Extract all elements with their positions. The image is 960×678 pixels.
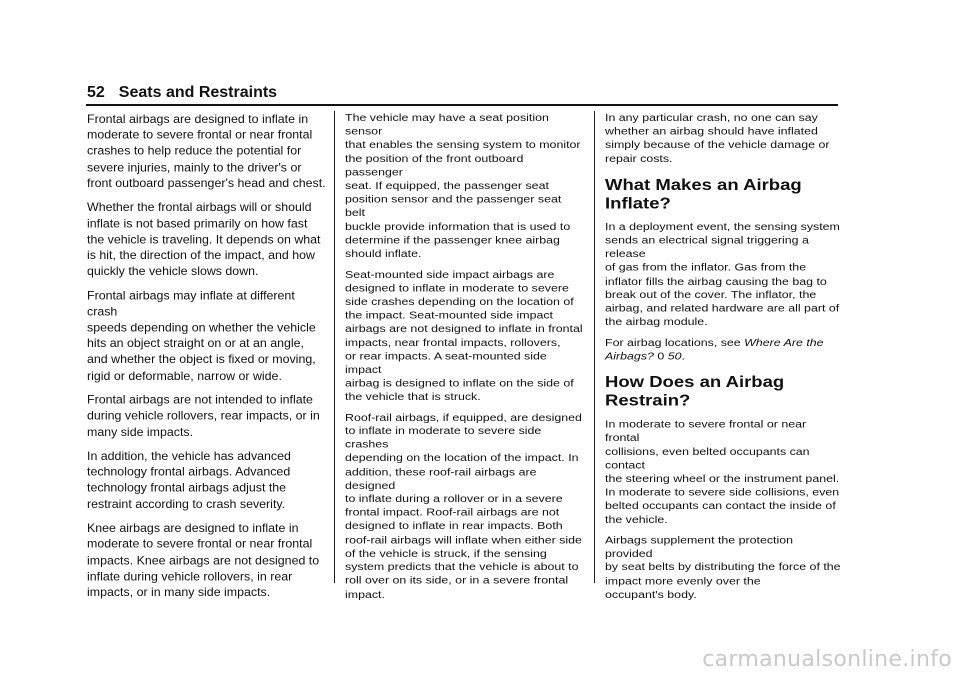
header-rule [86, 104, 838, 106]
paragraph: Seat-mounted side impact airbags are designed to inflate in moderate to severe side crashes depending on the location of the impact. Seat-mounted side impact airbags are not designed to inflate in frontal impacts, near frontal impacts, rollovers, or rear impacts. A seat-mounted side impact airbag is designed to inflate on the side of the vehicle that is struck. [345, 268, 583, 403]
cross-reference [605, 336, 843, 363]
section-heading: How Does an Airbag Restrain? [605, 373, 785, 410]
paragraph: Frontal airbags are not intended to inflate during vehicle rollovers, rear impacts, or in many side impacts. [87, 392, 320, 439]
paragraph: Roof-rail airbags, if equipped, are designed to inflate in moderate to severe side crashes depending on the location of the impact. In addition, these roof-rail airbags are designed to inflate during a rollover or in a severe frontal impact. Roof-rail airbags are not designed to inflate in rear impacts. Both roof-rail airbags will inflate when either side of the vehicle is struck, if the sensing system predicts that the vehicle is about to roll over on its side, or in a severe frontal impact. [345, 411, 582, 601]
paragraph: Frontal airbags may inflate at different crash speeds depending on whether the vehicle hits an object straight on or at an angle, and whether the object is fixed or moving, rigid or deformable, narrow or wide. [87, 288, 316, 383]
paragraph: In a deployment event, the sensing system sends an electrical signal triggering a release of gas from the inflator. Gas from the inflator fills the airbag causing the bag to break out of the cover. The inflator, the airbag, and related hardware are all part of the airbag module. [605, 220, 840, 328]
watermark: carmanualsonline.info [702, 647, 952, 672]
page-arrow-icon: 0 [657, 350, 665, 362]
paragraph: Frontal airbags are designed to inflate in moderate to severe frontal or near frontal crashes to help reduce the potential for severe injuries, mainly to the driver's or front outboard passenger's head and chest. [87, 111, 326, 190]
reference-title-link[interactable]: Airbags? [605, 350, 654, 362]
column-1 [87, 111, 327, 608]
column-divider [594, 111, 595, 583]
paragraph: The vehicle may have a seat position sensor that enables the sensing system to monitor the position of the front outboard passenger seat. If equipped, the passenger seat position sensor and the passenger seat belt buckle provide information that is used to determine if the passenger knee airbag should inflate. [345, 111, 581, 260]
reference-suffix: . [681, 350, 685, 362]
section-title: Seats and Restraints [118, 84, 278, 101]
reference-prefix: For airbag locations, see [605, 336, 745, 349]
reference-title-link[interactable]: Where Are the [744, 336, 824, 349]
column-2 [345, 111, 583, 608]
section-heading: What Makes an Airbag Inflate? [605, 175, 802, 212]
page-header [87, 84, 277, 102]
paragraph: Knee airbags are designed to inflate in moderate to severe frontal or near frontal impacts. Knee airbags are not designed to inflate during vehicle rollovers, in rear impacts, or in many side impacts. [87, 521, 320, 600]
reference-page-link[interactable]: 50 [667, 350, 682, 362]
paragraph: Airbags supplement the protection provided by seat belts by distributing the force of the impact more evenly over the occupant's body. [605, 534, 841, 601]
column-divider [334, 111, 335, 583]
paragraph: Whether the frontal airbags will or should inflate is not based primarily on how fast the vehicle is traveling. It depends on what is hit, the direction of the impact, and how quickly the vehicle slows down. [87, 200, 321, 279]
paragraph: In any particular crash, no one can say whether an airbag should have inflated simply because of the vehicle damage or repair costs. [605, 111, 830, 165]
paragraph: In addition, the vehicle has advanced technology frontal airbags. Advanced technology frontal airbags adjust the restraint according to crash severity. [87, 448, 291, 511]
page-number: 52 [87, 84, 105, 101]
column-3 [605, 111, 843, 608]
paragraph: In moderate to severe frontal or near frontal collisions, even belted occupants can contact the steering wheel or the instrument panel. In moderate to severe side collisions, even belted occupants can contact the inside of the vehicle. [605, 418, 840, 526]
